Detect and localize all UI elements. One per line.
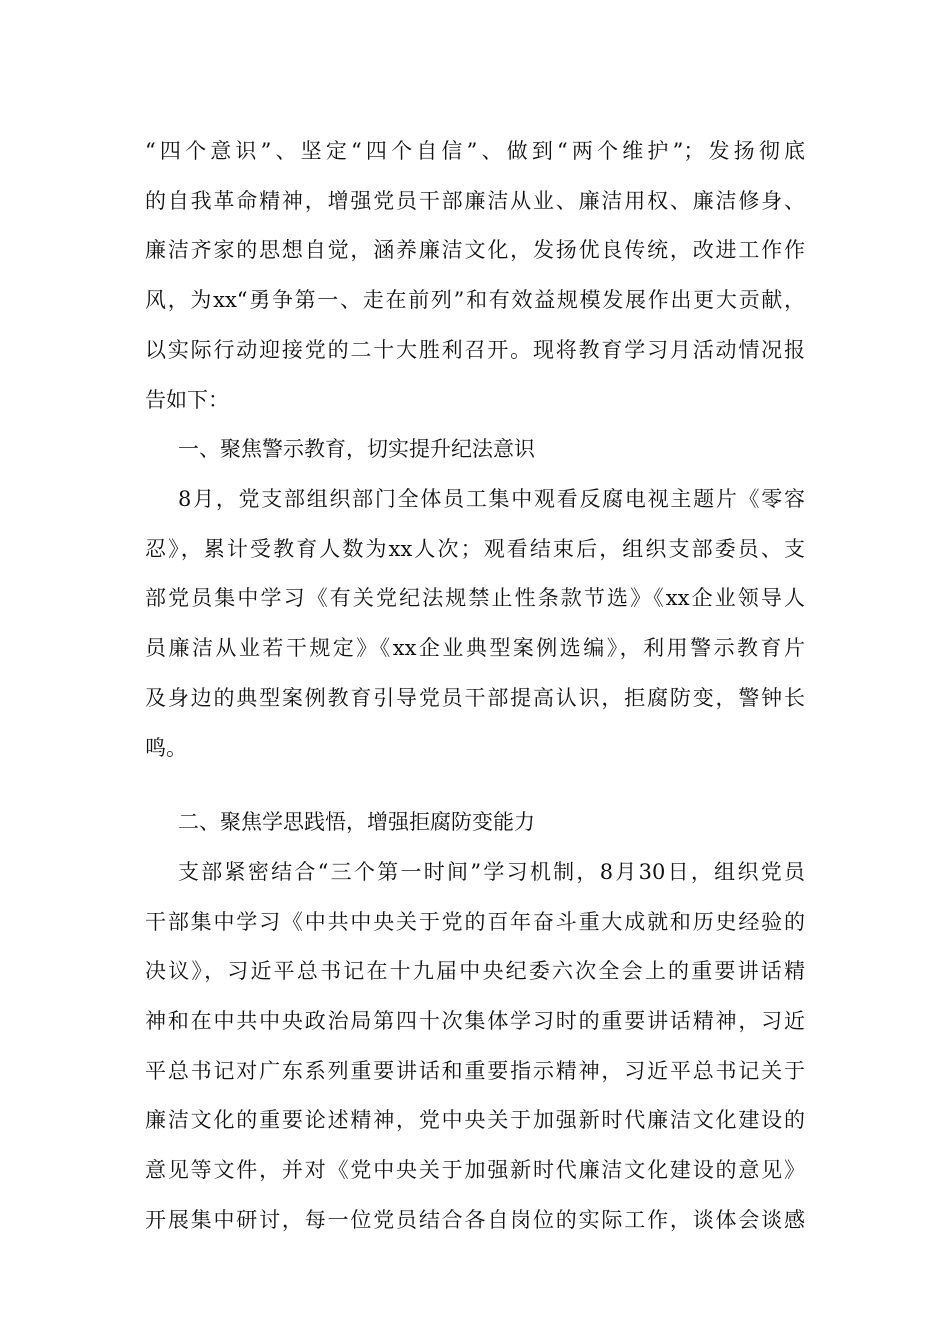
paragraph-line: 干部集中学习《中共中央关于党的百年奋斗重大成就和历史经验的 xyxy=(145,910,805,934)
paragraph-line: 风，为xx“勇争第一、走在前列”和有效益规模发展作出更大贡献， xyxy=(145,288,805,312)
paragraph-line: 的自我革命精神，增强党员干部廉洁从业、廉洁用权、廉洁修身、 xyxy=(145,189,805,213)
paragraph-line: 忍》，累计受教育人数为xx人次；观看结束后，组织支部委员、支 xyxy=(145,537,805,561)
section-heading-1: 一、聚焦警示教育，切实提升纪法意识 xyxy=(178,437,535,461)
paragraph-line: 决议》，习近平总书记在十九届中央纪委六次全会上的重要讲话精 xyxy=(145,959,805,983)
paragraph-line: 及身边的典型案例教育引导党员干部提高认识，拒腐防变，警钟长 xyxy=(145,686,805,710)
paragraph-line: 廉洁齐家的思想自觉，涵养廉洁文化，发扬优良传统，改进工作作 xyxy=(145,238,805,262)
paragraph-line: “四个意识”、坚定“四个自信”、做到“两个维护”；发扬彻底 xyxy=(145,139,805,163)
paragraph-line: 以实际行动迎接党的二十大胜利召开。现将教育学习月活动情况报 xyxy=(145,338,805,362)
paragraph-line: 神和在中共中央政治局第四十次集体学习时的重要讲话精神，习近 xyxy=(145,1009,805,1033)
paragraph-line: 支部紧密结合“三个第一时间”学习机制，8月30日，组织党员 xyxy=(178,860,805,884)
paragraph-line: 部党员集中学习《有关党纪法规禁止性条款节选》《xx企业领导人 xyxy=(145,586,805,610)
paragraph-line: 8月，党支部组织部门全体员工集中观看反腐电视主题片《零容 xyxy=(178,487,805,511)
paragraph-line: 平总书记对广东系列重要讲话和重要指示精神，习近平总书记关于 xyxy=(145,1059,805,1083)
section-heading-2: 二、聚焦学思践悟，增强拒腐防变能力 xyxy=(178,810,535,834)
paragraph-line: 鸣。 xyxy=(145,736,187,760)
paragraph-line: 开展集中研讨，每一位党员结合各自岗位的实际工作，谈体会谈感 xyxy=(145,1208,805,1232)
paragraph-line: 廉洁文化的重要论述精神，党中央关于加强新时代廉洁文化建设的 xyxy=(145,1108,805,1132)
paragraph-line: 意见等文件，并对《党中央关于加强新时代廉洁文化建设的意见》 xyxy=(145,1158,805,1182)
paragraph-line: 员廉洁从业若干规定》《xx企业典型案例选编》，利用警示教育片 xyxy=(145,636,805,660)
paragraph-line: 告如下： xyxy=(145,388,229,412)
